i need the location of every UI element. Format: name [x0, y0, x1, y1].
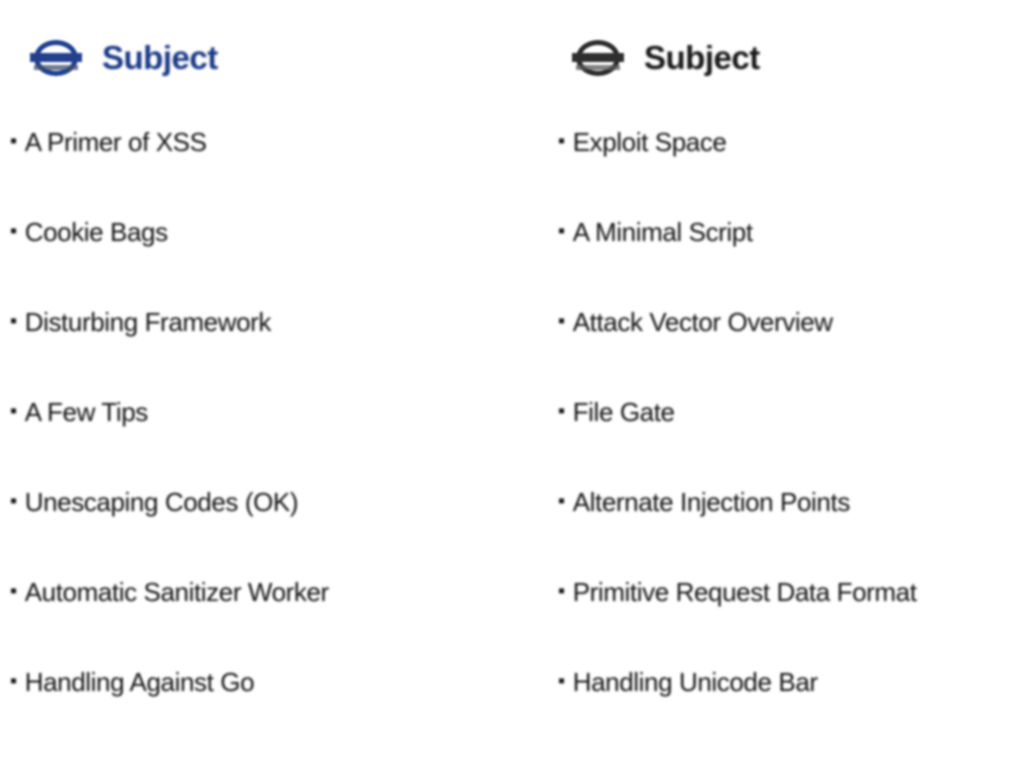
list-item-label: Cookie Bags [24, 217, 168, 247]
list-item [10, 218, 488, 308]
list-item [10, 578, 488, 668]
list-item-label: File Gate [572, 397, 675, 427]
list-item-label: Handling Against Go [24, 667, 255, 697]
list-item-label: Disturbing Framework [24, 307, 271, 337]
list-item [552, 668, 1000, 758]
list-item-label: Attack Vector Overview [572, 307, 833, 337]
list-item-label: Alternate Injection Points [572, 487, 850, 517]
bullet-marker-icon: ▪ [10, 400, 17, 422]
bullet-marker-icon: ▪ [10, 670, 17, 692]
list-item-label: Handling Unicode Bar [572, 667, 818, 697]
bullet-marker-icon: ▪ [558, 400, 565, 422]
list-item [10, 398, 488, 488]
list-item [10, 308, 488, 398]
list-item [10, 668, 488, 758]
list-item-label: A Few Tips [24, 397, 148, 427]
column-right-header [552, 30, 1000, 86]
oval-logo-icon [566, 36, 630, 80]
bullet-marker-icon: ▪ [558, 580, 565, 602]
list-item-label: A Minimal Script [572, 217, 753, 247]
column-right [512, 0, 1024, 768]
bullet-marker-icon: ▪ [10, 130, 17, 152]
list-item [552, 488, 1000, 578]
bullet-marker-icon: ▪ [558, 670, 565, 692]
column-right-bullet-list [552, 128, 1000, 758]
column-left-bullet-list [10, 128, 488, 758]
bullet-marker-icon: ▪ [10, 580, 17, 602]
list-item [552, 218, 1000, 308]
bullet-marker-icon: ▪ [558, 130, 565, 152]
list-item [552, 578, 1000, 668]
column-left-header [10, 30, 488, 86]
column-left-title: Subject [102, 39, 218, 76]
bullet-marker-icon: ▪ [558, 490, 565, 512]
column-right-title: Subject [644, 39, 760, 76]
list-item-label: A Primer of XSS [24, 127, 207, 157]
list-item-label: Primitive Request Data Format [572, 577, 917, 607]
list-item-label: Automatic Sanitizer Worker [24, 577, 329, 607]
bullet-marker-icon: ▪ [558, 220, 565, 242]
bullet-marker-icon: ▪ [10, 220, 17, 242]
list-item-label: Unescaping Codes (OK) [24, 487, 299, 517]
list-item [552, 128, 1000, 218]
list-item [552, 398, 1000, 488]
oval-logo-icon [24, 36, 88, 80]
bullet-marker-icon: ▪ [10, 490, 17, 512]
bullet-marker-icon: ▪ [558, 310, 565, 332]
list-item [552, 308, 1000, 398]
list-item-label: Exploit Space [572, 127, 727, 157]
bullet-marker-icon: ▪ [10, 310, 17, 332]
list-item [10, 488, 488, 578]
list-item [10, 128, 488, 218]
